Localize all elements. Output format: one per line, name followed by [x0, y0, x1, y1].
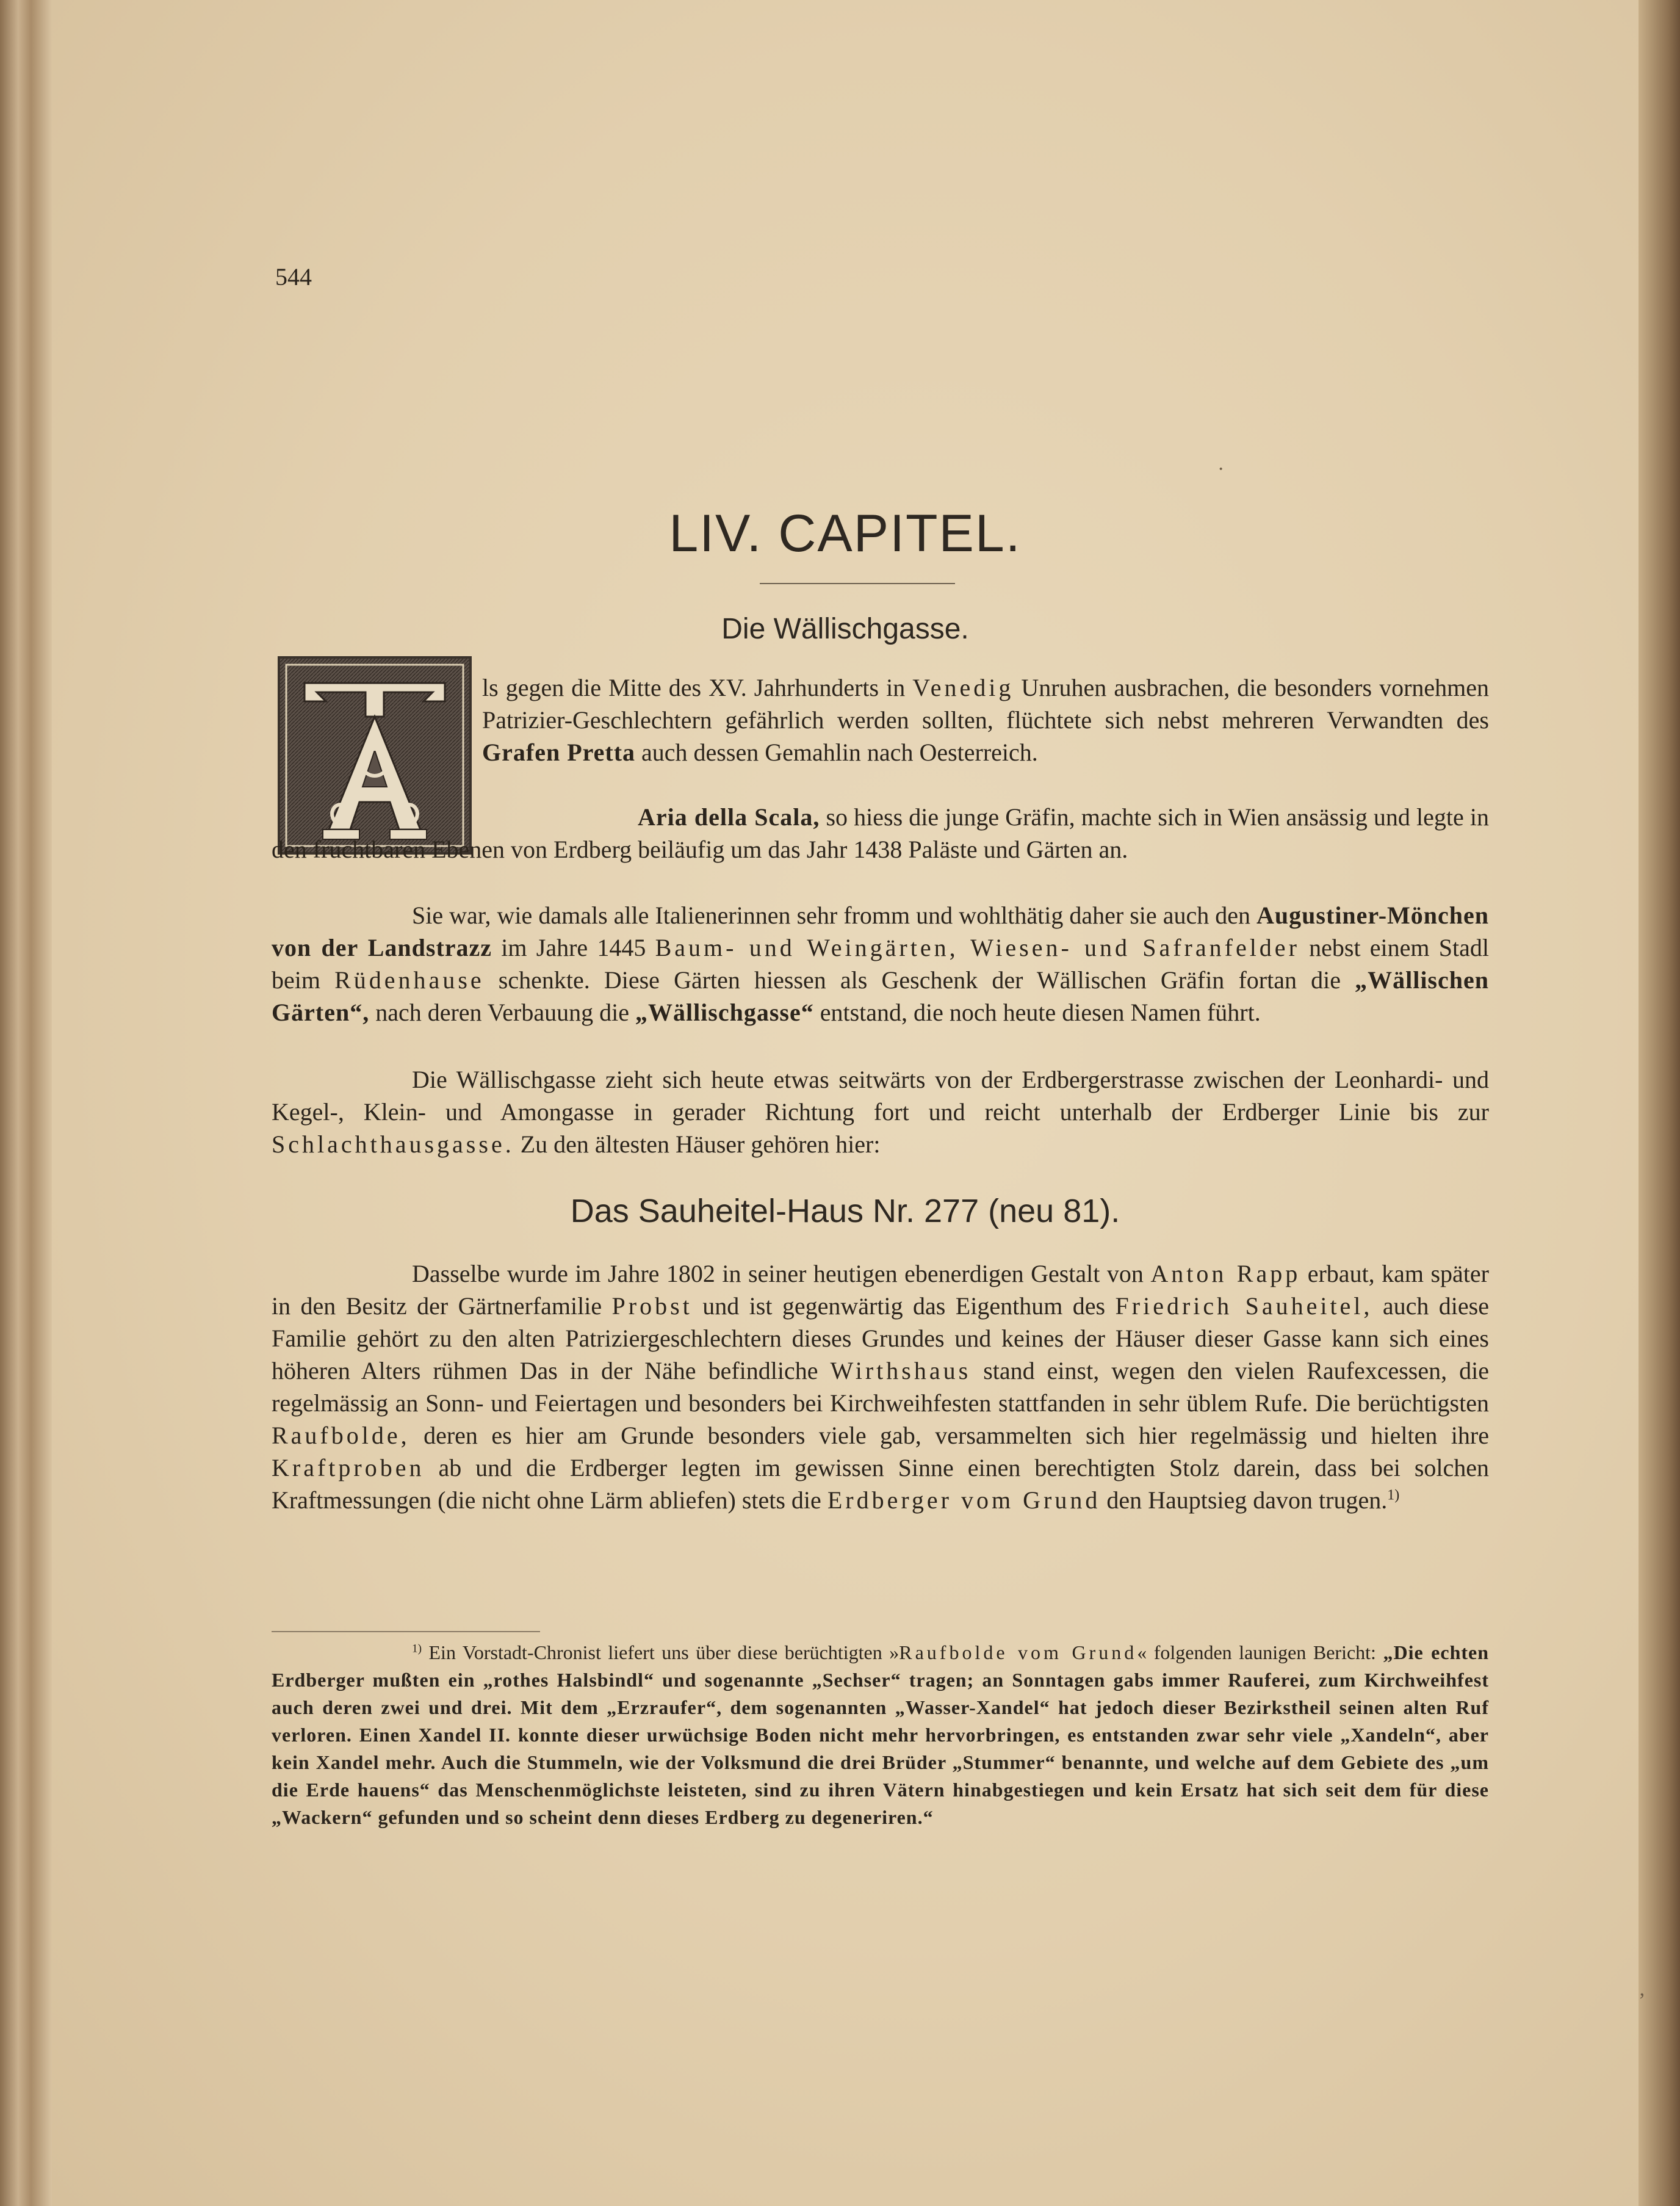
text-span: deren es hier am Grunde besonders viele gab, versammelten sich hier regelmässig und hielten ihre: [424, 1422, 1489, 1449]
text-span: Zu den ältesten Häuser gehören hier:: [520, 1130, 881, 1158]
spaced-text: Schlachthausgasse.: [272, 1130, 514, 1158]
paragraph-sie-war: [272, 899, 1489, 1029]
text-span: nach deren Verbauung die: [375, 999, 629, 1026]
title-divider: [760, 583, 955, 584]
name-waellischgasse: „Wällischgasse“: [635, 999, 814, 1026]
name-waellische-gaerten: „Wällischen Gärten“,: [272, 966, 1489, 1026]
text-span: und ist gegenwärtig das Eigenthum des: [702, 1292, 1106, 1320]
intro-paragraph: [272, 671, 1489, 768]
spaced-text: Raufbolde,: [272, 1422, 410, 1449]
aria-text: so hiess die junge Gräfin, machte sich in Wien ansässig und legte in den fruchtbaren Ebenen von Erdberg beiläufig um das Jahr 1438 Paläste und Gärten an.: [272, 803, 1490, 863]
paragraph-waellischgasse: [272, 1063, 1489, 1160]
footnote-divider: [272, 1631, 540, 1632]
chapter-subtitle: Die Wällischgasse.: [721, 613, 969, 645]
paragraph-aria: [272, 801, 1489, 866]
page-edge: [1639, 0, 1680, 2206]
text-span: « folgenden launigen Bericht:: [1137, 1641, 1376, 1663]
text-span: Dasselbe wurde im Jahre 1802 in seiner heutigen ebenerdigen Gestalt von: [412, 1260, 1144, 1287]
page-number: 544: [275, 263, 312, 291]
chapter-title: LIV. CAPITEL.: [669, 504, 1022, 563]
paragraph-dasselbe: [272, 1257, 1489, 1516]
name-aria-della-scala: Aria della Scala,: [638, 803, 820, 831]
spaced-text: Erdberger vom Grund: [827, 1486, 1101, 1514]
text-span: auch diese Familie gehört zu den alten Patriziergeschlechtern dieses Grundes und keines der Häuser dieser Gasse kann sich eines höheren Alters rühmen Das in der Nähe befindliche: [272, 1292, 1489, 1384]
footnote-number: 1): [412, 1642, 422, 1655]
spaced-text: Baum- und Weingärten, Wiesen- und Safranfelder: [655, 934, 1300, 961]
text-span: im Jahre 1445: [501, 934, 646, 961]
book-spine: [0, 0, 52, 2206]
spaced-text: Raufbolde vom Grund: [899, 1641, 1137, 1663]
spaced-text: Kraftproben: [272, 1454, 425, 1481]
text-span: den Hauptsieg davon trugen.: [1106, 1486, 1388, 1514]
text-span: schenkte. Diese Gärten hiessen als Geschenk der Wällischen Gräfin fortan die: [498, 966, 1341, 994]
footnote: [272, 1639, 1489, 1831]
text-span: Ein Vorstadt-Chronist liefert uns über diese berüchtigten »: [428, 1641, 899, 1663]
text-span: entstand, die noch heute diesen Namen führt.: [820, 999, 1261, 1026]
section-heading: Das Sauheitel-Haus Nr. 277 (neu 81).: [570, 1193, 1120, 1229]
spaced-text: Rüdenhause: [334, 966, 485, 994]
text-span: ab und die Erdberger legten im gewissen Sinne einen berechtigten Stolz darein, dass bei solchen Kraftmessungen (die nicht ohne Lärm abliefen) stets die: [272, 1454, 1490, 1514]
intro-text-1: ls gegen die Mitte des XV. Jahrhunderts in: [482, 674, 906, 701]
book-page: [52, 0, 1646, 2206]
stray-mark: ‚: [1639, 1978, 1646, 2000]
fraktur-quote: „Die echten Erdberger mußten ein „rothes Halsbindl“ und sogenannte „Sechser“ tragen; an Sonntagen gabs immer Rauferei, zum Kirchweihfest auch deren zwei und drei. Mit dem „Erzraufer“, dem sogenannten „Wasser-Xandel“ hat jedoch dieser Bezirkstheil seinen alten Ruf verloren. Einen Xandel II. konnte dieser urwüchsige Boden nicht mehr hervorbringen, es entstanden zwar sehr viele „Xandeln“, aber kein Xandel mehr. Auch die Stummeln, wie der Volksmund die drei Brüder „Stummer“ benannte, und welche auf dem Gebiete des „um die Erde hauens“ das Menschenmöglichste leisteten, sind zu ihren Vätern hinabgestiegen und kein Ersatz hat sich seit dem für diese „Wackern“ gefunden und so scheint denn dieses Erdberg zu degeneriren.“: [272, 1641, 1490, 1828]
name-augustiner: Augustiner-Mönchen von der Landstrazz: [272, 902, 1490, 961]
stray-mark: ·: [1217, 458, 1225, 480]
name-grafen-pretta: Grafen Pretta: [482, 739, 636, 766]
text-span: stand einst, wegen den vielen Raufexcessen, die regelmässig an Sonn- und Feiertagen und besonders bei Kirchweihfesten stattfanden in sehr üblem Rufe. Die berüchtigsten: [272, 1357, 1490, 1417]
spaced-text: Probst: [611, 1292, 693, 1320]
intro-text-2: Unruhen ausbrachen, die besonders vornehmen Patrizier-Geschlechtern gefährlich werden sollten, flüchtete sich nebst mehreren Verwandten des: [482, 674, 1490, 734]
spaced-text: Wirthshaus: [830, 1357, 972, 1384]
text-span: Sie war, wie damals alle Italienerinnen sehr fromm und wohlthätig daher sie auch den: [412, 902, 1250, 929]
text-span: erbaut, kam später in den Besitz der Gärtnerfamilie: [272, 1260, 1490, 1320]
text-span: nebst einem Stadl beim: [272, 934, 1489, 994]
spaced-text: Anton Rapp: [1150, 1260, 1301, 1287]
footnote-marker: 1): [1387, 1487, 1400, 1503]
place-venedig: Venedig: [912, 674, 1014, 701]
text-span: Die Wällischgasse zieht sich heute etwas seitwärts von der Erdbergerstrasse zwischen der Leonhardi- und Kegel-, Klein- und Amongasse in gerader Richtung fort und reicht unterhalb der Erdberger Linie bis zur: [272, 1066, 1489, 1126]
spaced-text: Friedrich Sauheitel,: [1115, 1292, 1373, 1320]
intro-text-3: auch dessen Gemahlin nach Oesterreich.: [641, 739, 1038, 766]
